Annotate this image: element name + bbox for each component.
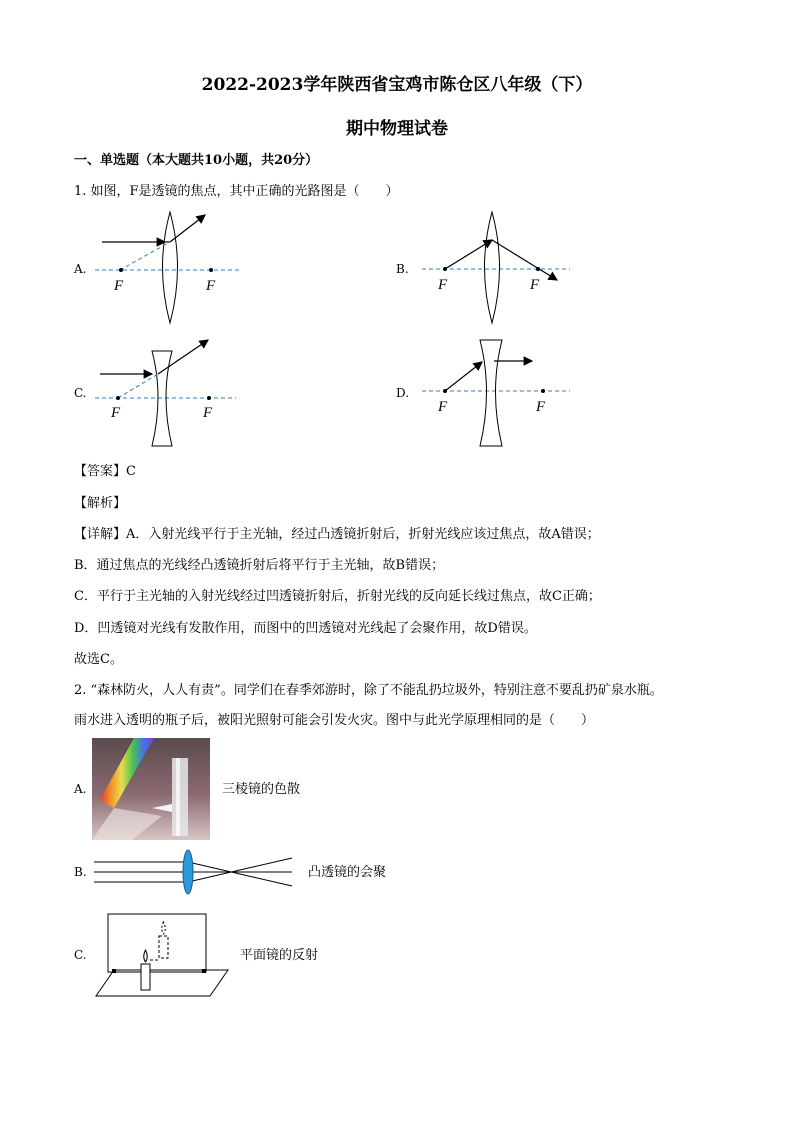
explanation-c: C．平行于主光轴的入射光线经过凹透镜折射后，折射光线的反向延长线过焦点，故C正确；: [74, 589, 601, 604]
answer-value: C: [126, 464, 136, 479]
conclusion: 故选C。: [74, 652, 123, 667]
section-heading: 一、单选题（本大题共10小题，共20分）: [74, 153, 319, 168]
page-title: 2022-2023学年陕西省宝鸡市陈仓区八年级（下）: [201, 75, 593, 95]
page-subtitle: 期中物理试卷: [346, 119, 448, 139]
focus-label: F: [203, 405, 213, 421]
prism-dispersion-photo: [92, 738, 210, 840]
explanation-a: A．入射光线平行于主光轴，经过凸透镜折射后，折射光线应该过焦点，故A错误；: [126, 527, 600, 542]
focus-point: [119, 268, 123, 272]
detail-tag: 【详解】: [74, 527, 127, 542]
focus-label: F: [206, 278, 216, 294]
analysis-tag: 【解析】: [74, 496, 127, 511]
answer-line: [74, 463, 136, 481]
convex-lens-convergence-diagram: [92, 848, 297, 896]
q1-option-a-label: A.: [74, 262, 87, 276]
plane-mirror-diagram: [92, 910, 232, 998]
convex-lens-icon: [183, 850, 193, 894]
question-1-stem: 1. 如图，F是透镜的焦点，其中正确的光路图是（ ）: [74, 184, 399, 199]
q1-diagram-d: [412, 336, 582, 451]
focus-label: F: [111, 405, 121, 421]
q2-option-c-label: C.: [74, 948, 87, 962]
question-2-line-2: 雨水进入透明的瓶子后，被阳光照射可能会引发火灾。图中与此光学原理相同的是（ ）: [74, 713, 595, 728]
q2-option-a-caption: 三棱镜的色散: [222, 782, 301, 797]
convex-lens-icon: [163, 212, 178, 323]
focus-label: F: [438, 277, 448, 293]
q1-diagram-a: [90, 210, 250, 330]
focus-label: F: [114, 278, 124, 294]
q1-option-d-label: D.: [396, 386, 410, 400]
answer-tag: 【答案】: [74, 464, 127, 479]
plane-mirror-icon: [108, 914, 206, 972]
detail-line-1: [74, 526, 600, 544]
q2-option-b-caption: 凸透镜的会聚: [308, 865, 387, 880]
q1-option-b-label: B.: [396, 262, 409, 276]
focus-label: F: [536, 399, 546, 415]
question-2-line-1: 2. “森林防火，人人有责”。同学们在春季郊游时，除了不能乱扔垃圾外，特别注意不要乱扔矿泉水瓶。: [74, 683, 663, 698]
focus-label: F: [530, 277, 540, 293]
explanation-d: D．凹透镜对光线有发散作用，而图中的凹透镜对光线起了会聚作用，故D错误。: [74, 621, 537, 636]
concave-lens-icon: [480, 340, 502, 446]
candle-icon: [141, 964, 150, 990]
q1-diagram-c: [90, 336, 250, 451]
q2-option-a-label: A.: [74, 782, 87, 796]
q2-option-b-label: B.: [74, 865, 87, 879]
q1-option-c-label: C.: [74, 386, 87, 400]
q1-diagram-b: [412, 210, 582, 330]
q2-option-c-caption: 平面镜的反射: [240, 948, 319, 963]
explanation-b: B．通过焦点的光线经凸透镜折射后将平行于主光轴，故B错误；: [74, 558, 445, 573]
convex-lens-icon: [485, 212, 500, 323]
focus-point: [209, 268, 213, 272]
focus-label: F: [438, 399, 448, 415]
